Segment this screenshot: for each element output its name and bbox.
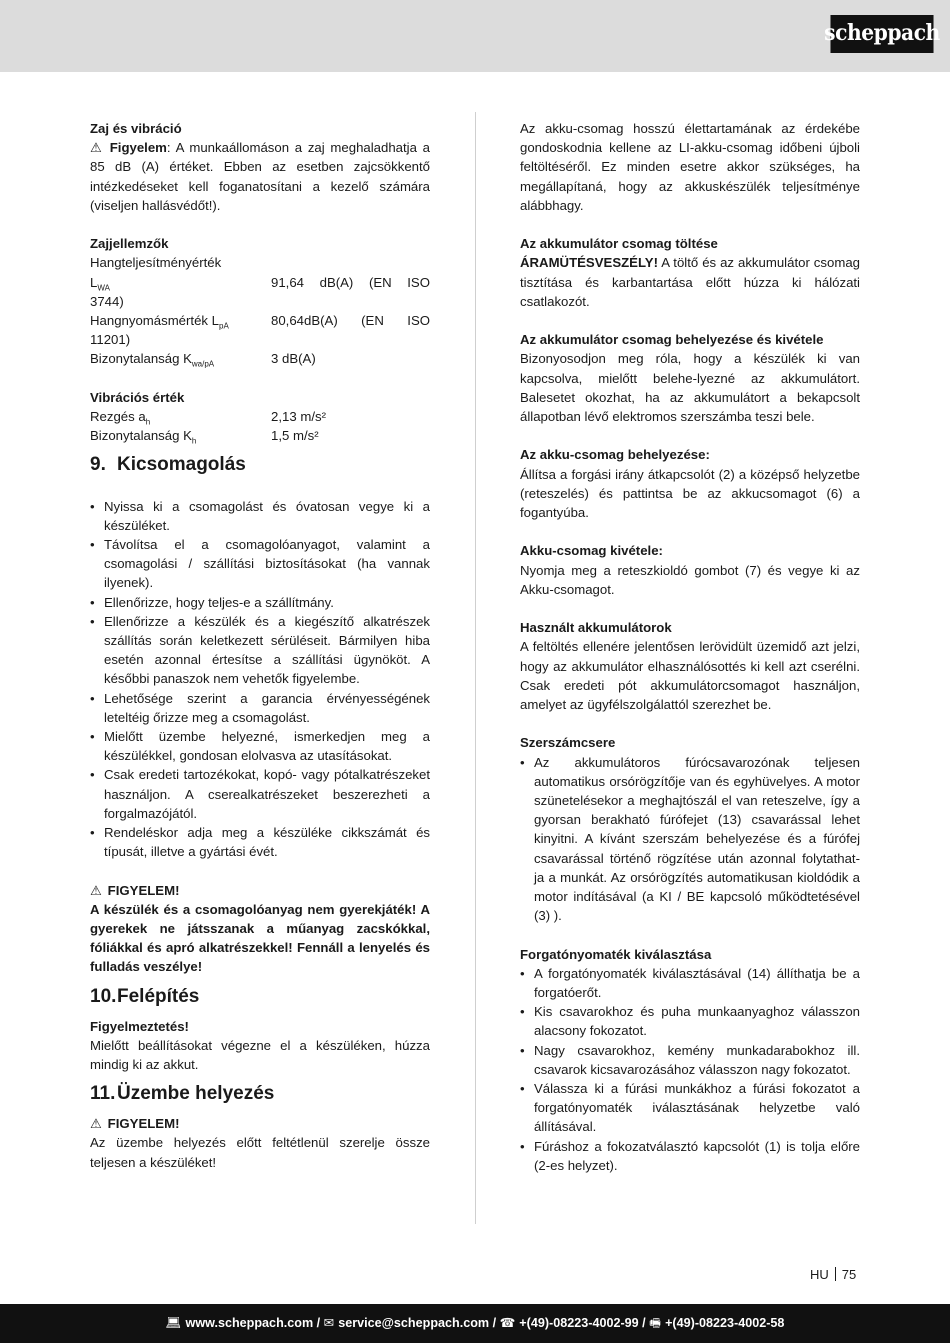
tool-change-heading: Szerszámcsere	[520, 735, 616, 751]
vibration-heading: Vibrációs érték	[90, 389, 185, 405]
spec-row-kh	[90, 426, 430, 445]
list-item	[520, 1079, 860, 1137]
bullet-icon: •	[520, 754, 525, 770]
remove-heading: Akku-csomag kivétele:	[520, 543, 663, 559]
bullet-icon: •	[520, 1138, 525, 1154]
computer-icon: 💻︎	[165, 1315, 182, 1330]
spec-row-lwa	[90, 273, 430, 292]
spec-row-kwa	[90, 349, 430, 368]
list-item	[90, 535, 430, 593]
figyelem-text: : A munkaállomáson a zaj meghaladhatja a 85 dB (A) értéket. Ebben az esetben zajcsökkentő intézkedéseket kell foganatosítani a kezelő számára (viseljen hallásvédőt!).	[90, 140, 430, 213]
charging-text: ÁRAMÜTÉSVESZÉLY! A töltő és az akkumulátor csomag tisztítása és karbantartása előtt húzza ki hálózati csatlakozót.	[520, 255, 860, 309]
footer-bar	[0, 1304, 950, 1343]
list-item	[90, 823, 430, 861]
warning-2-text: Az üzembe helyezés előtt feltétlenül szerelje össze teljesen a készüléket!	[90, 1135, 430, 1170]
list-item-text: Lehetősége szerint a garancia érvényességének leteltéig őrizze meg a csomagolást.	[104, 690, 430, 725]
spec-value-ah: 2,13 m/s²	[271, 409, 326, 425]
spec-label-lwa: $L_{WA}$	[90, 274, 110, 293]
list-item	[520, 964, 860, 1002]
spec-label-lpa: Hangnyomásmérték $L_{pA}$	[90, 313, 229, 331]
section-9-heading: 9. Kicsomagolás	[90, 454, 246, 476]
list-item	[90, 765, 430, 823]
list-item-text: A forgatónyomaték kiválasztásával (14) állíthatja be a forgatóerőt.	[534, 965, 860, 1001]
spec-value-lwa: 91,64 dB(A) (EN ISO	[271, 274, 430, 290]
spec-label-ah: Rezgés $a_h$	[90, 409, 151, 427]
bullet-icon: •	[520, 1004, 525, 1020]
list-item-text: Csak eredeti tartozékokat, kopó- vagy pótalkatrészeket használjon. A cserealkatrészeket beszerezheti a forgalmazójától.	[104, 767, 430, 821]
footer-web-link[interactable]: www.scheppach.com /	[185, 1315, 321, 1330]
scheppach-logo[interactable]: scheppach	[830, 15, 933, 53]
footer-fax: +(49)-08223-4002-58	[665, 1315, 785, 1330]
footer-email-link[interactable]: service@scheppach.com /	[338, 1315, 497, 1330]
spec-row-lpa	[90, 311, 430, 330]
caution-heading: Figyelmeztetés!	[90, 1018, 189, 1034]
bullet-icon: •	[90, 729, 95, 745]
warning-1-heading: ⚠ FIGYELEM!	[90, 881, 430, 900]
warning-2-heading: ⚠ FIGYELEM!	[90, 1114, 430, 1133]
spec-value-lpa: 80,64dB(A) (EN ISO	[271, 313, 430, 329]
bullet-icon: •	[520, 1042, 525, 1058]
section-11-heading: 11.Üzembe helyezés	[90, 1083, 275, 1105]
list-item-text: Nagy csavarokhoz, kemény munkadarabokhoz ill. csavarok kicsavarozásához válasszon nagy fokozatot.	[534, 1042, 860, 1077]
bullet-icon: •	[90, 825, 95, 841]
warning-triangle-icon: ⚠	[90, 140, 102, 156]
insert-remove-heading: Az akkumulátor csomag behelyezése és kivétele	[520, 332, 824, 348]
noise-warning-paragraph	[90, 138, 430, 215]
bullet-icon: •	[90, 613, 95, 629]
spec-label-kwa: Bizonytalanság $K_{wa/pA}$	[90, 351, 215, 370]
list-item-text: Válassza ki a fúrási munkákhoz a fúrási fokozatot a forgatónyomaték iválasztásának helyzetbe való állításával.	[534, 1081, 860, 1135]
column-divider	[475, 112, 476, 1224]
list-item-text: Fúráshoz a fokozatválasztó kapcsolót (1) is tolja előre (2-es helyzet).	[534, 1138, 860, 1173]
used-batteries-text: A feltöltés ellenére jelentősen lerövidült üzemidő azt jelzi, hogy az akkumulátor elhasználósottés ki kell azt cserélni. Csak eredeti pót akkumulátorcsomagot használjon, amelyet az ügyfélszolgálattól szerezhet be.	[520, 639, 860, 713]
page-number-value: 75	[841, 1267, 857, 1282]
charging-heading: Az akkumulátor csomag töltése	[520, 236, 718, 252]
spec-value-kwa: 3 dB(A)	[271, 351, 316, 367]
remove-text: Nyomja meg a reteszkioldó gombot (7) és vegye ki az Akku-csomagot.	[520, 562, 860, 597]
spec-value-lpa-cont: 11201)	[90, 332, 131, 348]
warning-1-text: A készülék és a csomagolóanyag nem gyerekjáték! A gyerekek ne játsszanak a műanyag zacskókkal, fóliákkal és apró alkatrészekkel! Fennáll a lenyelés és fulladás veszélye!	[90, 901, 430, 975]
email-icon: ✉	[323, 1315, 335, 1330]
list-item-text: Rendeléskor adja meg a készüléke cikkszámát és típusát, illetve a gyártási évét.	[104, 825, 430, 860]
unpack-list	[90, 497, 430, 862]
list-item	[520, 1002, 860, 1040]
tool-change-list	[520, 753, 860, 926]
list-item	[90, 689, 430, 727]
page-number	[810, 1265, 856, 1284]
insert-heading: Az akku-csomag behelyezése:	[520, 447, 710, 463]
bullet-icon: •	[90, 767, 95, 783]
insert-remove-text: Bizonyosodjon meg róla, hogy a készülék ki van kapcsolva, mielőtt belehe-lyezné az akkumulátort. Balesetet okozhat, ha az akkumulátort a bekapcsolt állapotban lévő elektromos szerszámba teszi bele.	[520, 351, 860, 425]
spec-row-ah	[90, 407, 430, 426]
list-item-text: Ellenőrizze, hogy teljes-e a szállítmány.	[104, 594, 334, 610]
list-item	[90, 727, 430, 765]
list-item	[520, 1041, 860, 1079]
insert-text: Állítsa a forgási irány átkapcsolót (2) a középső helyzetbe (reteszelés) és pattintsa be az akkucsomagot (6) a fogantyúba.	[520, 466, 860, 521]
list-item-text: Mielőtt üzembe helyezné, ismerkedjen meg a készülékkel, gondosan elolvasva az utasításokat.	[104, 729, 430, 764]
spec-label-kh: Bizonytalanság $K_h$	[90, 428, 197, 446]
spec-value-lwa-cont: 3744)	[90, 293, 124, 309]
phone-icon: ☎	[499, 1315, 516, 1330]
header-bar	[0, 0, 950, 72]
warning-triangle-icon: ⚠	[90, 1116, 102, 1132]
bullet-icon: •	[520, 965, 525, 981]
bullet-icon: •	[90, 537, 95, 553]
list-item	[520, 1137, 860, 1175]
list-item	[90, 593, 430, 612]
torque-heading: Forgatónyomaték kiválasztása	[520, 946, 712, 962]
list-item-text: Ellenőrizze a készülék és a kiegészítő alkatrészek szállítás során keletkezett sérüléseit. Bármilyen hiba esetén azonnal értesítse a szállítási ügynököt. A későbbi panaszok nem vehetők figyelembe.	[104, 613, 430, 687]
warning-triangle-icon: ⚠	[90, 882, 102, 898]
noise-vibration-heading: Zaj és vibráció	[90, 121, 182, 136]
shock-hazard-label: ÁRAMÜTÉSVESZÉLY!	[520, 255, 658, 271]
fax-icon: 🖷︎	[649, 1315, 662, 1330]
list-item-text: Nyissa ki a csomagolást és óvatosan vegye ki a készüléket.	[104, 498, 430, 533]
battery-intro-text: Az akku-csomag hosszú élettartamának az érdekébe gondoskodnia kellene az LI-akku-csomag időbeni újboli feltöltéséről. Ez minden esetre akkor szükséges, ha megállapítaná, hogy az akkuskészülék teljesítménye alábbhagy.	[520, 121, 860, 213]
noise-data-heading: Zajjellemzők	[90, 236, 169, 252]
bullet-icon: •	[90, 690, 95, 706]
spec-value-kh: 1,5 m/s²	[271, 428, 319, 444]
list-item-text: Az akkumulátoros fúrócsavarozónak teljesen automatikus orsórögzítője van és egyhüvelyes. A motor szünetelésekor a meghajtószál el van reteszelve, így a gyorsan berakható fúrófejet (13) csavarással lehet kinyitni. A kívánt szerszám behelyezése és a fúrófej csavarással történő rögzítése után azonnal folytathat- ja a munkát. Az orsórögzítés automatikusan kioldódik a motor indításával (a KI / BE kapcsoló működtetésével (3) ).	[534, 754, 860, 924]
torque-list	[520, 964, 860, 1175]
caution-text: Mielőtt beállításokat végezne el a készüléken, húzza mindig ki az akkut.	[90, 1037, 430, 1073]
right-column	[520, 119, 860, 1175]
left-column	[90, 119, 430, 1172]
sound-power-label: Hangteljesítményérték	[90, 255, 222, 271]
used-batteries-heading: Használt akkumulátorok	[520, 620, 672, 636]
bullet-icon: •	[520, 1081, 525, 1097]
list-item	[520, 753, 860, 926]
bullet-icon: •	[90, 594, 95, 610]
list-item	[90, 612, 430, 689]
bullet-icon: •	[90, 498, 95, 514]
list-item-text: Kis csavarokhoz és puha munkaanyaghoz válasszon alacsony fokozatot.	[534, 1004, 860, 1039]
figyelem-label: Figyelem	[109, 140, 167, 156]
list-item	[90, 497, 430, 535]
footer-phone: +(49)-08223-4002-99 /	[519, 1315, 646, 1330]
section-10-heading: 10.Felépítés	[90, 985, 200, 1007]
language-code: HU	[810, 1267, 829, 1282]
list-item-text: Távolítsa el a csomagolóanyagot, valamint a csomagolási / szállítási biztosításokat (ha vannak ilyenek).	[104, 537, 430, 591]
